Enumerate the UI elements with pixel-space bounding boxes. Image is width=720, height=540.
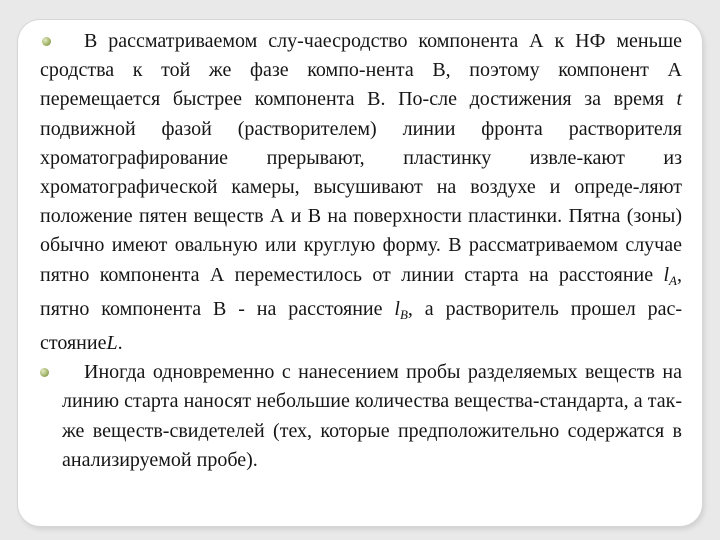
variable-l-total: L xyxy=(106,332,118,355)
paragraph-first xyxy=(40,27,682,358)
paragraph-first-text-a: В рассматриваемом слу-чаесродство компонента А к НФ меньше сродства к той же фазе компо-нента В, поэтому компонент А перемещается быстрее компонента В. По-сле достижения за время xyxy=(40,30,682,111)
subscript-b: B xyxy=(399,306,408,322)
bullet-icon xyxy=(40,368,49,377)
paragraph-first-text-c: , пятно компонента В - на расстояние xyxy=(40,263,682,320)
paragraph-first-text-d: , а растворитель прошел рас-стояние xyxy=(40,297,682,355)
variable-l-a: l xyxy=(663,263,670,286)
paragraph-second-text: Иногда одновременно с нанесением пробы разделяемых веществ на линию старта наносят небольшие количества вещества-стандарта, а так-же веществ-свидетелей (тех, которые предположительно содержатся в анализируемой пробе). xyxy=(62,361,682,471)
bullet-icon xyxy=(42,37,51,46)
subscript-a: A xyxy=(669,272,677,288)
variable-l-b: l xyxy=(394,297,400,320)
variable-t: t xyxy=(676,88,682,111)
slide-content xyxy=(40,27,682,475)
paragraph-first-text-e: . xyxy=(117,332,123,355)
paragraph-first-text-b: подвижной фазой (растворителем) линии фронта растворителя хроматографирование прерывают, пластинку извле-кают из хроматографической камеры, высушивают на воздухе и опреде-ляют положение пятен веществ А и В на поверхности пластинки. Пятна (зоны) обычно имеют овальную или круглую форму. В рассматриваемом случае пятно компонента А переместилось от линии старта на расстояние xyxy=(40,117,682,286)
paragraph-second xyxy=(62,358,682,475)
